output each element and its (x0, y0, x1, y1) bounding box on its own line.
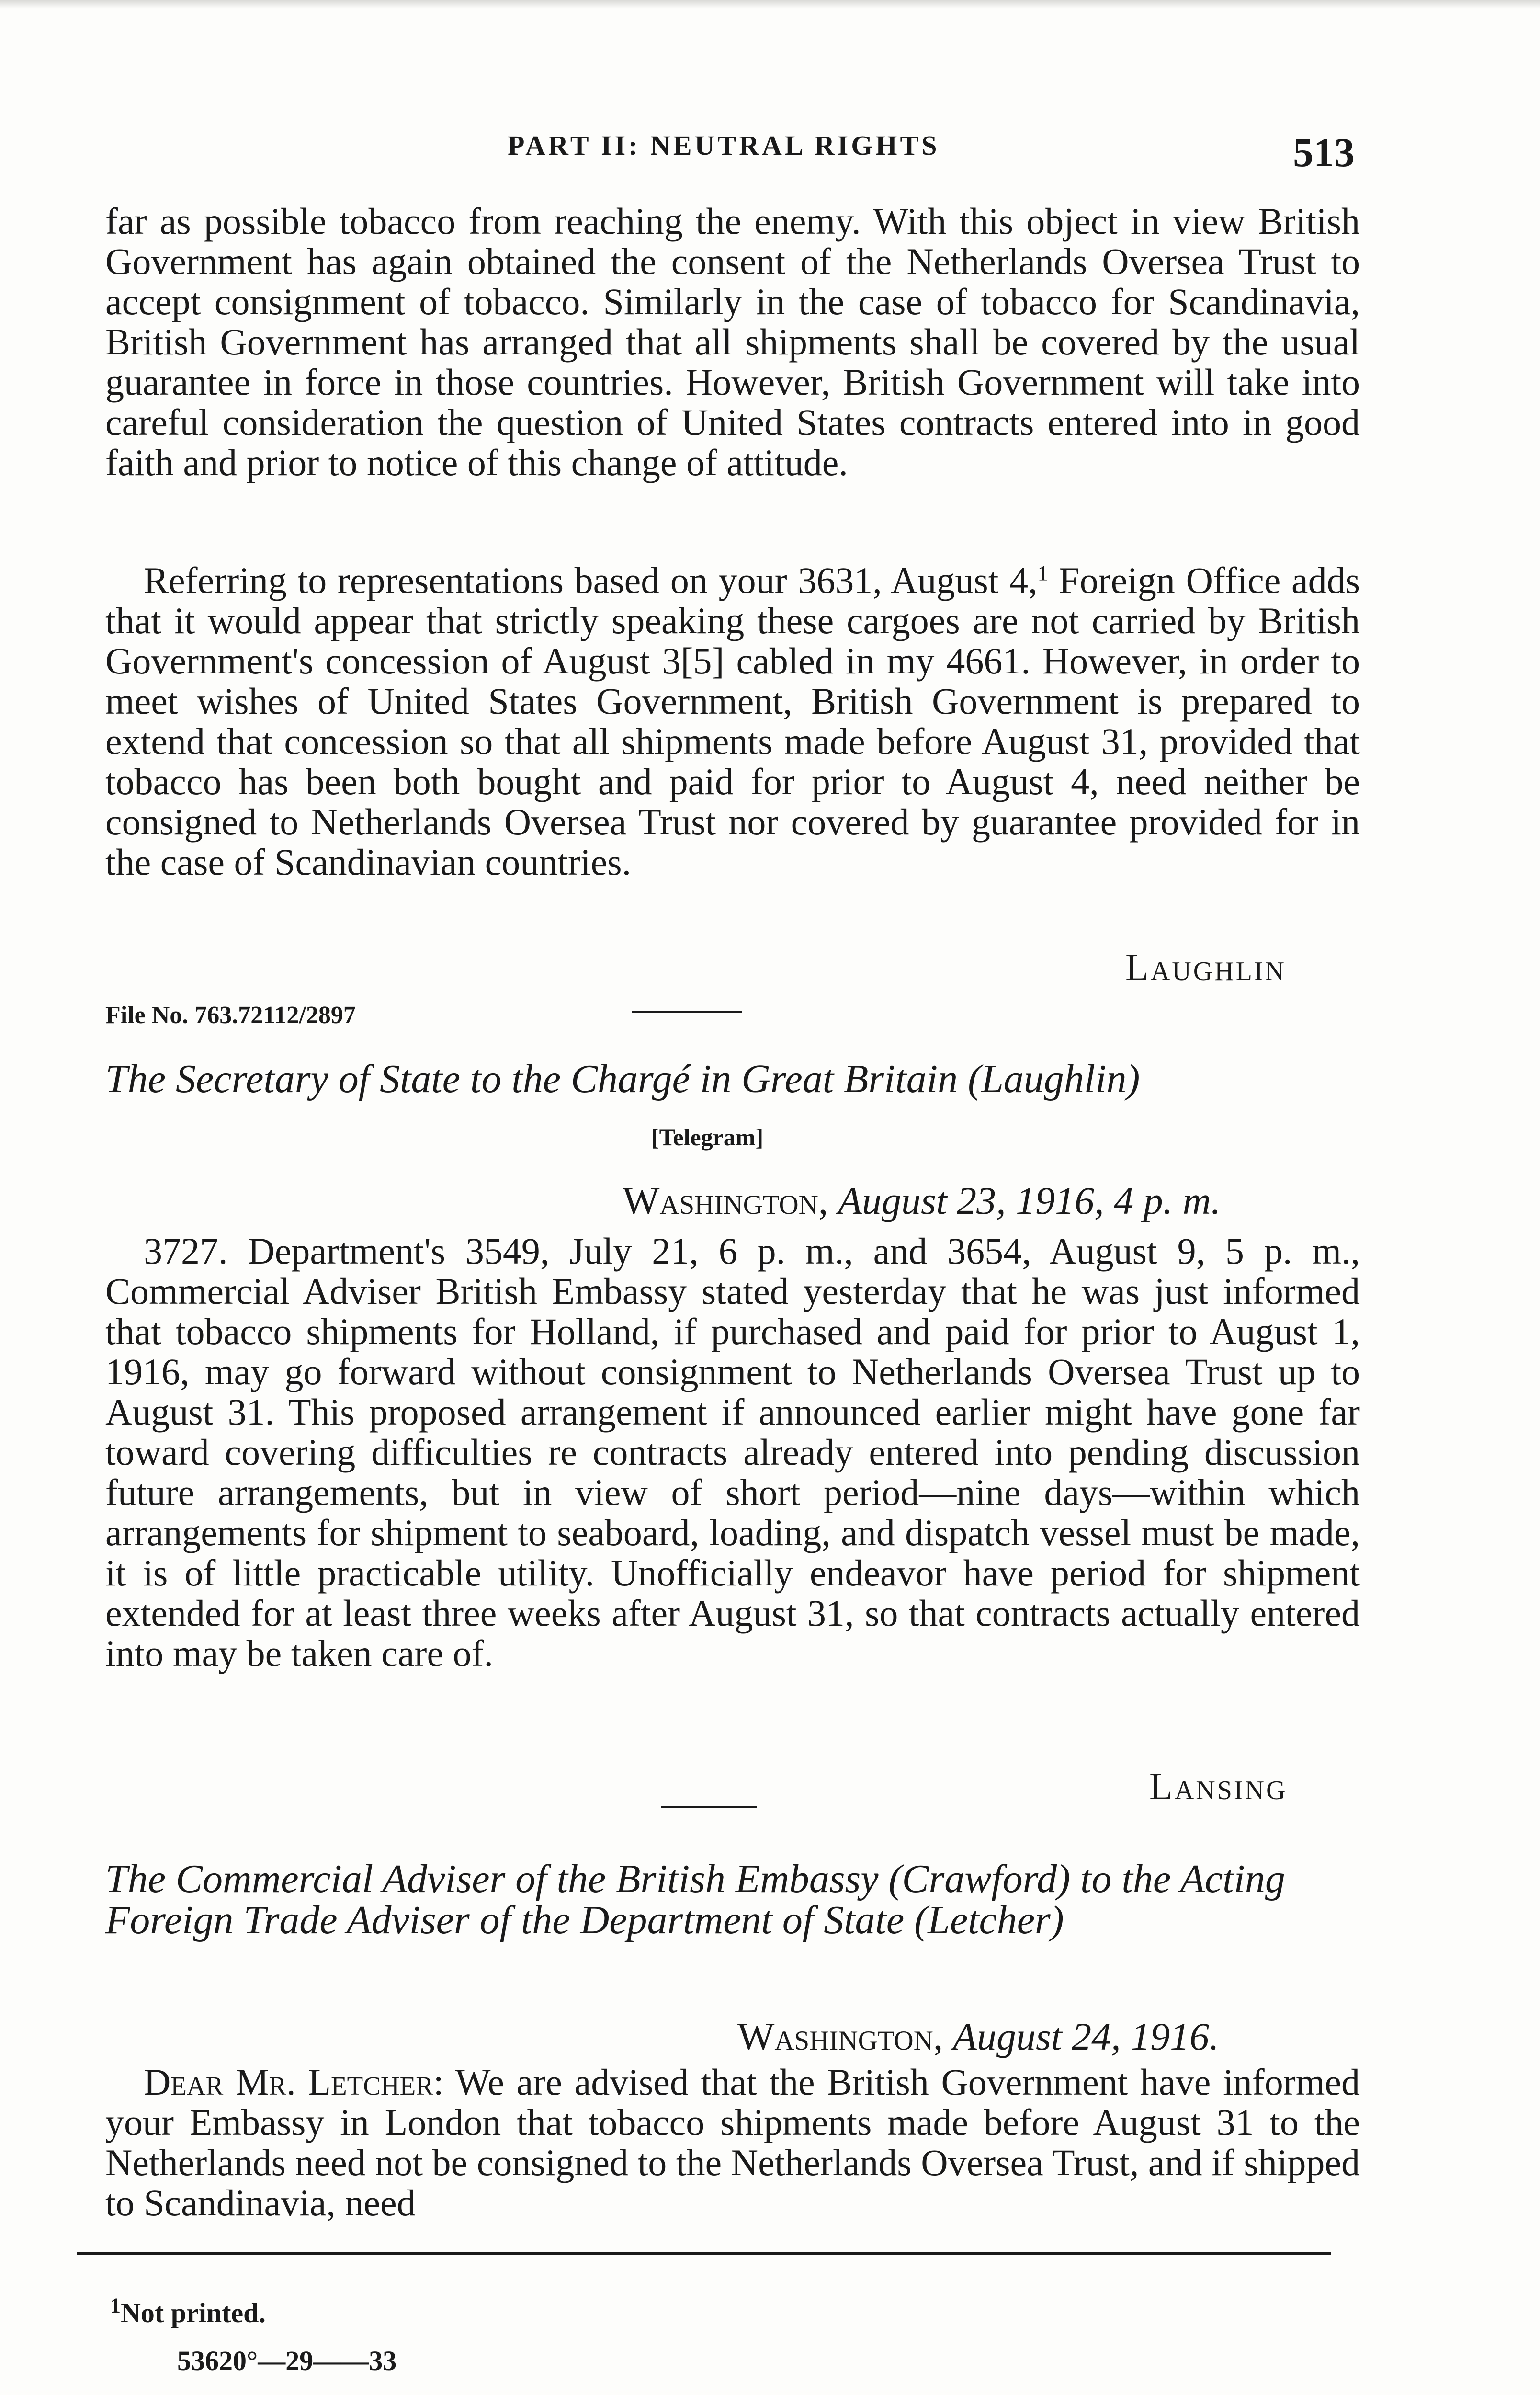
dateline-washington-aug-24 (737, 2014, 1219, 2059)
salutation: Dear Mr. Letcher: (144, 2061, 444, 2103)
footnote-divider (77, 2252, 1331, 2255)
footnote-text: Not printed. (121, 2297, 266, 2328)
body-paragraph-2 (105, 560, 1360, 882)
paragraph-letter (105, 2062, 1360, 2223)
telegram-label: [Telegram] (651, 1124, 764, 1151)
file-number: File No. 763.72112/2897 (105, 1002, 356, 1029)
section-divider-2 (661, 1806, 757, 1808)
letter-text: We are advised that the British Government have informed your Embassy in London that tobacco shipments made before August 31 to the Netherlands need not be consigned to the Netherlands Oversea Trust, and if shipped to Scandinavia, need (105, 2061, 1360, 2224)
dateline-washington-aug-23 (623, 1178, 1221, 1223)
footnote-marker: 1 (110, 2293, 121, 2317)
body-paragraph-4 (105, 2062, 1360, 2223)
page-number: 513 (1293, 129, 1355, 175)
section-divider-1 (632, 1011, 742, 1013)
dateline-place: Washington, (623, 1179, 828, 1222)
document-heading-commercial-adviser: The Commercial Adviser of the British Embassy (Crawford) to the Acting Foreign Trade Adviser of the Department of State (Letcher) (105, 1857, 1285, 1942)
document-heading-secretary: The Secretary of State to the Chargé in Great Britain (Laughlin) (105, 1057, 1140, 1101)
footnote (110, 2293, 266, 2329)
signature-laughlin: Laughlin (1125, 947, 1286, 989)
dateline-place: Washington, (737, 2015, 943, 2058)
body-paragraph-3 (105, 1231, 1360, 1674)
running-head: PART II: NEUTRAL RIGHTS (508, 130, 940, 161)
paragraph-foreign-office (105, 560, 1360, 882)
footnote-reference: 1 (1037, 561, 1048, 585)
signature-lansing: Lansing (1149, 1766, 1288, 1808)
paragraph-continuation: far as possible tobacco from reaching the enemy. With this object in view British Government has again obtained the consent of the Netherlands Oversea Trust to accept consignment of tobacco. Similarly in the case of tobacco for Scandinavia, British Government has arranged that all shipments shall be covered by the usual guarantee in force in those countries. However, British Government will take into careful consideration the question of United States contracts entered into in good faith and prior to notice of this change of attitude. (105, 200, 1360, 483)
body-paragraph-1 (105, 201, 1360, 483)
dateline-date: August 24, 1916. (952, 2015, 1219, 2058)
printer-signature-mark: 53620°—29——33 (177, 2345, 397, 2376)
paragraph-text-a: Referring to representations based on your 3631, August 4, (144, 559, 1038, 601)
paragraph-text-b: Foreign Office adds that it would appear that strictly speaking these cargoes are not carried by British Government's concession of August 3[5] cabled in my 4661. However, in order to meet wishes of United States Government, British Government is prepared to extend that concession so that all shipments made before August 31, provided that tobacco has been both bought and paid for prior to August 4, need neither be consigned to Netherlands Oversea Trust nor covered by guarantee provided for in the case of Scandinavian countries. (105, 559, 1360, 883)
paragraph-telegram-3727: 3727. Department's 3549, July 21, 6 p. m., and 3654, August 9, 5 p. m., Commercial Adviser British Embassy stated yesterday that he was just informed that tobacco shipments for Holland, if purchased and paid for prior to August 1, 1916, may go forward without consignment to Netherlands Oversea Trust up to August 31. This proposed arrangement if announced earlier might have gone far toward covering difficulties re contracts already entered into pending discussion future arrangements, but in view of short period—nine days—within which arrangements for shipment to seaboard, loading, and dispatch vessel must be made, it is of little practicable utility. Unofficially endeavor have period for shipment extended for at least three weeks after August 31, so that contracts actually entered into may be taken care of. (105, 1230, 1360, 1674)
scan-top-edge (0, 0, 1540, 9)
dateline-date: August 23, 1916, 4 p. m. (838, 1179, 1221, 1222)
